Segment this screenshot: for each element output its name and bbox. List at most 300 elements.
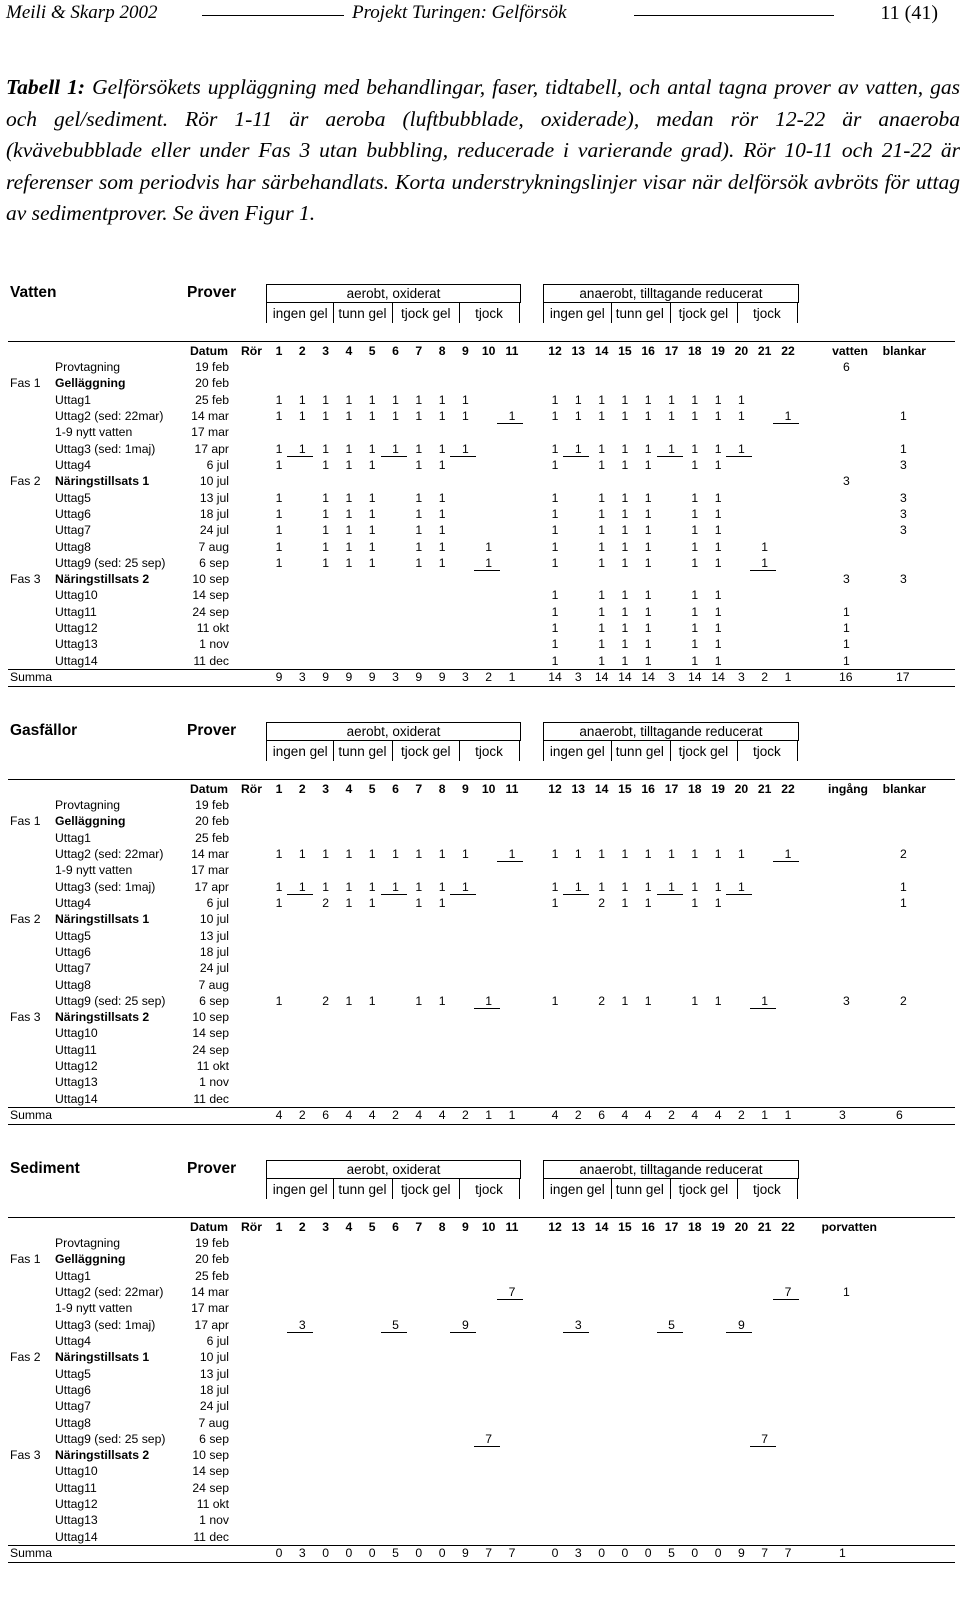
row-date: 17 mar [191,863,229,878]
sampling-underline [474,1008,500,1009]
cell-tube-2: 1 [298,408,306,423]
extra-header-1: porvatten [821,1220,877,1234]
cell-tube-5: 1 [368,539,376,554]
cell-tube-14: 1 [598,555,605,570]
row-date: 13 jul [199,928,229,943]
row-date: 17 apr [194,1317,229,1332]
cell-tube-12: 1 [551,895,559,910]
cell-tube-1: 1 [275,555,283,570]
subgroup-label: tunn gel [338,306,387,321]
cell-tube-18: 1 [691,846,699,861]
row-date: 14 mar [191,1284,229,1299]
row-label: Uttag4 [55,1333,91,1348]
row-label: Uttag14 [55,653,98,668]
cell-tube-5: 1 [368,392,376,407]
cell-tube-15: 1 [621,895,629,910]
tube-header-3: 3 [322,344,329,358]
table-row [0,847,960,863]
table-row [0,425,960,441]
sampling-underline [563,1332,589,1333]
extra-value-2: 2 [900,846,907,861]
cell-tube-6: 1 [392,846,399,861]
cell-tube-20: 9 [738,1317,745,1332]
extra-value-1: 3 [843,993,850,1008]
cell-tube-19: 1 [714,621,722,636]
cell-tube-12: 1 [551,523,559,538]
row-date: 17 mar [191,425,229,440]
row-date: 13 jul [199,490,229,505]
row-label: Uttag10 [55,588,98,603]
cell-tube-7: 1 [415,879,423,894]
summa-tube-15: 4 [621,1108,629,1123]
tube-header-6: 6 [392,1220,399,1234]
summa-rule-bottom [8,1124,955,1125]
subgroup-tjock [459,302,520,323]
cell-tube-15: 1 [621,506,629,521]
summa-tube-22: 1 [784,1108,792,1123]
cell-tube-1: 1 [275,879,283,894]
cell-tube-4: 1 [345,506,353,521]
cell-tube-17: 1 [668,441,675,456]
summa-tube-20: 2 [738,1108,745,1123]
cell-tube-4: 1 [345,555,353,570]
summa-tube-5: 4 [368,1108,376,1123]
summa-tube-10: 1 [485,1108,493,1123]
summa-tube-21: 1 [761,1108,769,1123]
summa-tube-13: 3 [574,1546,582,1561]
section-title: Gasfällor [10,722,78,739]
cell-tube-11: 1 [508,408,516,423]
table-row [0,1075,960,1091]
cell-tube-19: 1 [714,506,722,521]
row-label: Uttag1 [55,392,91,407]
row-date: 6 sep [199,1431,229,1446]
cell-tube-10: 1 [485,555,493,570]
subgroup-ingen-gel [266,740,334,761]
table-row [0,1318,960,1334]
subgroup-label: tjock gel [400,744,451,759]
summa-extra-1: 16 [839,670,853,685]
cell-tube-17: 1 [668,846,675,861]
cell-tube-16: 1 [644,392,652,407]
cell-tube-12: 1 [551,879,559,894]
cell-tube-8: 1 [438,392,446,407]
extra-value-2: 1 [900,408,907,423]
extra-value-2: 3 [900,506,907,521]
cell-tube-8: 1 [438,457,446,472]
table-row [0,1448,960,1464]
cell-tube-16: 1 [644,457,652,472]
table-row [0,1010,960,1026]
cell-tube-18: 1 [691,637,699,652]
cell-tube-1: 1 [275,457,283,472]
row-label: Näringstillsats 1 [55,474,150,489]
row-label: Uttag9 (sed: 25 sep) [55,555,166,570]
table-row [0,1513,960,1529]
tube-header-1: 1 [275,344,283,358]
cell-tube-3: 1 [322,392,329,407]
subgroup-tjock-gel [670,1178,738,1199]
summa-tube-8: 0 [438,1546,446,1561]
summa-extra-2: 17 [896,670,910,685]
cell-tube-5: 1 [368,457,376,472]
cell-tube-14: 1 [598,637,605,652]
cell-tube-19: 1 [714,653,722,668]
cell-tube-12: 1 [551,993,559,1008]
cell-tube-20: 1 [738,846,745,861]
row-label: Provtagning [55,1236,121,1250]
subgroup-label: tunn gel [338,1182,387,1197]
table-row [0,409,960,425]
header-rule [8,779,955,780]
row-date: 18 jul [199,506,229,521]
table-row [0,1367,960,1383]
row-label: Gelläggning [55,1252,126,1267]
cell-tube-1: 1 [275,392,283,407]
section-title: Sediment [10,1160,80,1177]
tube-header-6: 6 [392,344,399,358]
cell-tube-17: 1 [668,408,675,423]
tube-header-9: 9 [462,782,469,796]
cell-tube-2: 1 [298,392,306,407]
phase-label: Fas 3 [10,1448,41,1463]
group-header-aerobic [266,1160,521,1179]
cell-tube-12: 1 [551,604,559,619]
summa-tube-3: 9 [322,670,329,685]
table-row [0,896,960,912]
cell-tube-8: 1 [438,408,446,423]
tube-header-8: 8 [438,1220,446,1234]
extra-value-1: 1 [843,637,850,652]
summa-tube-9: 3 [462,670,469,685]
cell-tube-19: 1 [714,637,722,652]
row-label: 1-9 nytt vatten [55,1301,133,1316]
sampling-underline [287,456,313,457]
row-label: Uttag9 (sed: 25 sep) [55,1431,166,1446]
subgroup-label: tjock [475,306,503,321]
row-date: 10 sep [192,572,229,587]
row-date: 14 sep [192,1026,229,1041]
subgroup-label: tjock [475,1182,503,1197]
cell-tube-1: 1 [275,846,283,861]
cell-tube-14: 1 [598,846,605,861]
row-date: 13 jul [199,1366,229,1381]
row-label: Uttag4 [55,895,91,910]
subgroup-label: ingen gel [272,1182,328,1197]
subgroup-label: tunn gel [615,306,664,321]
cell-tube-13: 1 [574,879,582,894]
row-date: 24 jul [199,1399,229,1414]
summa-tube-1: 4 [275,1108,283,1123]
cell-tube-12: 1 [551,588,559,603]
page-number: 11 (41) [880,2,938,24]
cell-tube-14: 1 [598,506,605,521]
cell-tube-21: 7 [761,1431,769,1446]
cell-tube-15: 1 [621,588,629,603]
extra-header-2: blankar [882,344,926,358]
extra-value-1: 3 [843,572,850,587]
tube-header-21: 21 [757,1220,772,1234]
summa-tube-7: 9 [415,670,423,685]
row-date: 11 dec [193,1529,229,1544]
summa-row [0,1108,960,1124]
tube-header-11: 11 [505,782,519,796]
cell-tube-16: 1 [644,588,652,603]
cell-tube-7: 1 [415,457,423,472]
sampling-underline [381,456,407,457]
tube-header-10: 10 [481,344,496,358]
sampling-underline [773,1299,799,1300]
cell-tube-18: 1 [691,555,699,570]
subgroup-tunn-gel [610,1178,671,1199]
subgroup-tjock-gel [670,302,738,323]
extra-value-1: 6 [843,360,850,374]
cell-tube-9: 1 [462,408,469,423]
row-date: 11 okt [196,1497,229,1512]
table-row [0,1092,960,1108]
cell-tube-19: 1 [714,588,722,603]
row-label: Näringstillsats 1 [55,1350,150,1365]
tube-header-19: 19 [711,782,725,796]
cell-tube-15: 1 [621,457,629,472]
cell-tube-4: 1 [345,879,353,894]
row-date: 17 mar [191,1301,229,1316]
row-date: 11 okt [196,1059,229,1074]
cell-tube-15: 1 [621,490,629,505]
cell-tube-15: 1 [621,993,629,1008]
subgroup-ingen-gel [543,1178,612,1199]
tube-header-22: 22 [781,782,795,796]
subgroup-label: tjock [752,744,781,759]
tube-header-17: 17 [664,344,679,358]
tube-header-19: 19 [711,344,725,358]
cell-tube-3: 1 [322,523,329,538]
row-label: Uttag4 [55,457,91,472]
row-label: Uttag13 [55,1513,98,1528]
cell-tube-6: 1 [392,408,399,423]
cell-tube-14: 1 [598,604,605,619]
summa-tube-8: 4 [438,1108,446,1123]
cell-tube-3: 1 [322,555,329,570]
sampling-underline [657,894,683,895]
summa-tube-15: 14 [618,670,632,685]
cell-tube-2: 1 [298,846,306,861]
cell-tube-16: 1 [644,441,652,456]
subgroup-ingen-gel [266,1178,334,1199]
cell-tube-13: 1 [574,408,582,423]
cell-tube-20: 1 [738,392,745,407]
cell-tube-10: 1 [485,539,493,554]
table-row [0,863,960,879]
cell-tube-2: 1 [298,441,306,456]
cell-tube-16: 1 [644,555,652,570]
cell-tube-14: 1 [598,539,605,554]
cell-tube-8: 1 [438,539,446,554]
cell-tube-18: 1 [691,604,699,619]
sampling-underline [497,1299,523,1300]
tube-header-15: 15 [618,344,632,358]
cell-tube-15: 1 [621,392,629,407]
cell-tube-12: 1 [551,408,559,423]
cell-tube-5: 1 [368,408,376,423]
cell-tube-1: 1 [275,895,283,910]
cell-tube-5: 1 [368,506,376,521]
tube-header-21: 21 [757,344,772,358]
summa-tube-17: 3 [668,670,675,685]
cell-tube-18: 1 [691,653,699,668]
group-header-aerobic [266,722,521,741]
cell-tube-11: 7 [508,1284,516,1299]
cell-tube-8: 1 [438,490,446,505]
summa-label: Summa [10,1108,52,1123]
row-label: Uttag11 [55,604,97,619]
tube-header-19: 19 [711,1220,725,1234]
cell-tube-12: 1 [551,490,559,505]
summa-tube-15: 0 [621,1546,629,1561]
cell-tube-9: 1 [462,846,469,861]
cell-tube-2: 3 [298,1317,306,1332]
subgroup-tunn-gel [332,302,393,323]
sampling-underline [381,894,407,895]
group-header-anaerobic [543,284,799,303]
summa-tube-1: 0 [275,1546,283,1561]
subgroup-label: tunn gel [615,1182,664,1197]
cell-tube-4: 1 [345,441,353,456]
summa-tube-14: 14 [594,670,609,685]
cell-tube-4: 1 [345,523,353,538]
table-row [0,1399,960,1415]
summa-tube-3: 0 [322,1546,329,1561]
datum-header: Datum [190,782,228,796]
tube-header-8: 8 [438,344,446,358]
row-label: Uttag13 [55,637,98,652]
cell-tube-5: 1 [368,879,376,894]
cell-tube-18: 1 [691,539,699,554]
phase-label: Fas 1 [10,376,41,391]
row-label: Uttag13 [55,1075,98,1090]
tube-header-11: 11 [505,1220,519,1234]
cell-tube-14: 1 [598,408,605,423]
tube-header-17: 17 [664,782,679,796]
subgroup-label: tjock gel [678,306,729,321]
row-date: 11 dec [193,653,229,668]
cell-tube-3: 1 [322,457,329,472]
cell-tube-13: 1 [574,392,582,407]
sampling-underline [726,1332,752,1333]
cell-tube-19: 1 [714,604,722,619]
summa-tube-6: 3 [392,670,399,685]
summa-label: Summa [10,670,52,685]
extra-value-1: 1 [843,1284,850,1299]
table-row [0,1043,960,1059]
summa-tube-5: 9 [368,670,376,685]
sampling-underline [750,1446,776,1447]
table-row [0,393,960,409]
cell-tube-6: 1 [392,441,399,456]
tube-header-20: 20 [734,344,749,358]
summa-tube-18: 14 [688,670,702,685]
cell-tube-14: 1 [598,441,605,456]
cell-tube-7: 1 [415,555,423,570]
sampling-underline [287,1332,313,1333]
cell-tube-5: 1 [368,523,376,538]
row-date: 25 feb [195,392,229,407]
cell-tube-15: 1 [621,555,629,570]
row-date: 7 aug [198,1415,229,1430]
row-date: 14 sep [192,588,229,603]
cell-tube-19: 1 [714,408,722,423]
cell-tube-7: 1 [415,993,423,1008]
cell-tube-17: 5 [668,1317,675,1332]
cell-tube-16: 1 [644,408,652,423]
table-row [0,1383,960,1399]
cell-tube-3: 2 [322,993,329,1008]
group-label: anaerobt, tilltagande reducerat [579,286,763,301]
cell-tube-3: 1 [322,879,329,894]
cell-tube-12: 1 [551,555,559,570]
subgroup-tjock-gel [393,302,460,323]
cell-tube-18: 1 [691,879,699,894]
sampling-underline [474,1446,500,1447]
table-row [0,637,960,653]
tube-header-4: 4 [345,782,353,796]
summa-tube-17: 5 [668,1546,675,1561]
tube-header-3: 3 [322,1220,329,1234]
cell-tube-18: 1 [691,993,699,1008]
tube-header-13: 13 [571,1220,586,1234]
cell-tube-22: 1 [784,846,792,861]
cell-tube-15: 1 [621,408,629,423]
subgroup-label: tjock [475,744,503,759]
prover-label: Prover [187,1160,237,1177]
cell-tube-22: 1 [784,408,792,423]
row-date: 7 aug [198,977,229,992]
row-date: 1 nov [199,1075,229,1090]
subgroup-tjock [737,1178,798,1199]
tube-header-6: 6 [392,782,399,796]
cell-tube-20: 1 [738,879,745,894]
table-row [0,814,960,830]
phase-label: Fas 1 [10,1252,41,1267]
table-row [0,929,960,945]
cell-tube-18: 1 [691,392,699,407]
cell-tube-15: 1 [621,879,629,894]
subgroup-tunn-gel [332,1178,393,1199]
cell-tube-20: 1 [738,408,745,423]
table-row [0,605,960,621]
summa-tube-19: 14 [711,670,725,685]
table-row [0,507,960,523]
tube-header-5: 5 [368,1220,376,1234]
summa-tube-6: 5 [392,1546,399,1561]
cell-tube-13: 1 [574,846,582,861]
cell-tube-12: 1 [551,621,559,636]
extra-value-2: 1 [900,879,907,894]
cell-tube-19: 1 [714,457,722,472]
row-label: Uttag6 [55,944,91,959]
cell-tube-6: 1 [392,879,399,894]
tube-header-2: 2 [298,344,306,358]
extra-value-1: 3 [843,474,850,489]
cell-tube-19: 1 [714,895,722,910]
tube-header-4: 4 [345,344,353,358]
row-date: 14 mar [191,846,229,861]
summa-tube-2: 3 [298,1546,306,1561]
table-section-sediment [0,1160,960,1600]
summa-tube-8: 9 [438,670,446,685]
table-row [0,491,960,507]
cell-tube-10: 1 [485,993,493,1008]
